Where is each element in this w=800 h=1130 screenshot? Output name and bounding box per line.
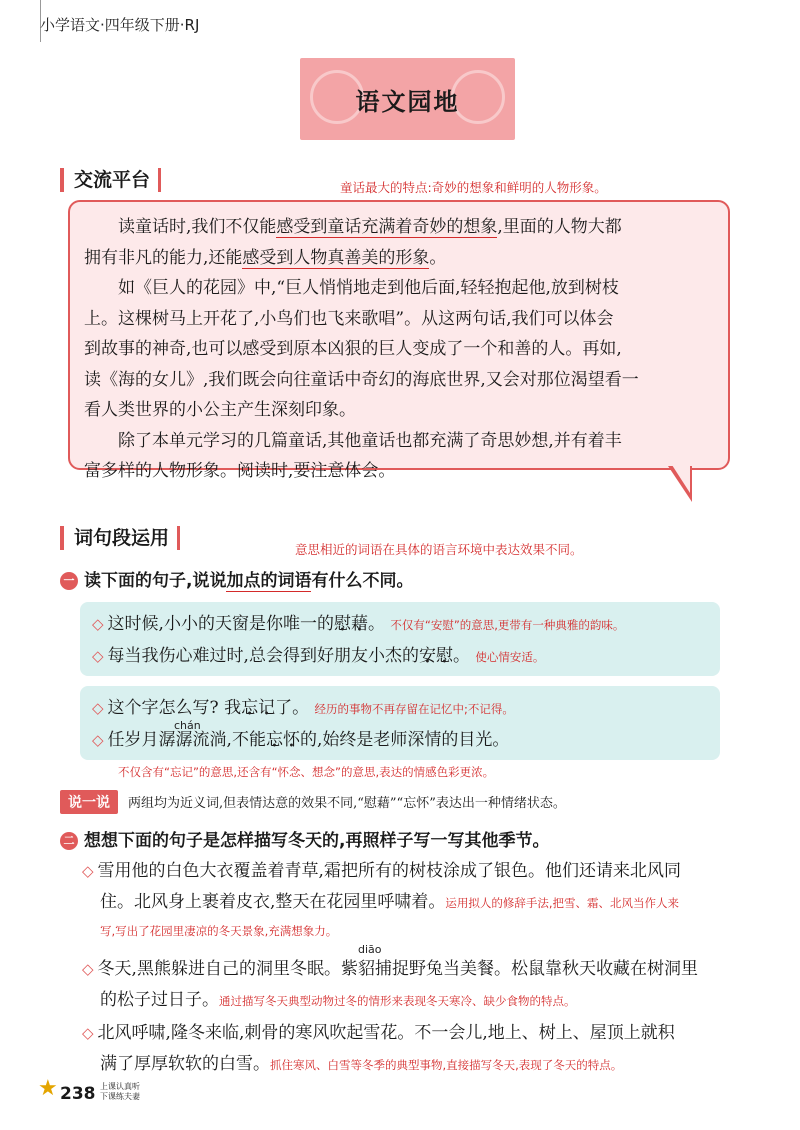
paragraph: 除了本单元学习的几篇童话,其他童话也都充满了奇思妙想,并有着丰 [118,430,622,451]
paragraph: 如《巨人的花园》中,“巨人悄悄地走到他后面,轻轻抱起他,放到树枝 [118,278,619,298]
discuss-text: 两组均为近义词,但表情达意的效果不同,“慰藉”“忘怀”表达出一种情绪状态。 [128,796,566,811]
diamond-icon: ◇ [82,1024,94,1042]
example-1: ◇ 雪用他的白色大衣覆盖着青草,霜把所有的树枝涂成了银色。他们还请来北风同 住。北风身上裹着皮衣,整天在花园里呼啸着。运用拟人的修辞手法,把雪、霜、北风当作人来 写,写出了花园里凄凉的冬天景象,充满想象力。 [82,861,681,938]
page-header: 小学语文·四年级下册·RJ [40,16,200,34]
sentence-row: ◇ 这时候,小小的天窗是你唯一的慰藉。 不仅有“安慰”的意思,更带有一种典雅的韵味。 [92,614,625,634]
sentence-box-1 [80,602,720,676]
paragraph: 富多样的人物形象。阅读时,要注意体会。 [84,461,396,481]
question-2: 二 想想下面的句子是怎样描写冬天的,再照样子写一写其他季节。 [60,826,549,851]
exchange-bubble [68,200,730,481]
section-title-words: 词句段运用 [60,526,180,550]
diamond-icon: ◇ [92,731,104,749]
annotation-note: 意思相近的词语在具体的语言环境中表达效果不同。 [295,542,583,557]
diamond-icon: ◇ [82,960,94,978]
section-banner [300,58,515,140]
sentence-row: chán ◇ 任岁月潺潺流淌,不能忘怀的,始终是老师深情的目光。 [92,724,708,756]
paragraph: 读童话时,我们不仅能感受到童话充满着奇妙的想象,里面的人物大都 [118,217,622,237]
pinyin: chán [174,719,201,732]
sentence-box-2 [80,686,720,760]
diamond-icon: ◇ [92,647,104,665]
question-number-icon: 二 [60,832,78,850]
example-2: ◇ 冬天,黑熊躲进自己的洞里冬眠。紫貂捕捉野兔当美餐。松鼠靠秋天收藏在树洞里 的松子过日子。通过描写冬天典型动物过冬的情形来表现冬天寒冷、缺少食物的特点。 [82,959,698,1010]
mascot-icon: ★ [38,1076,58,1101]
paragraph: 拥有非凡的能力,还能感受到人物真善美的形象。 [84,247,447,268]
paragraph: 到故事的神奇,也可以感受到原本凶狠的巨人变成了一个和善的人。再如, [84,339,622,359]
discuss-label: 说一说 [60,790,118,814]
question-1: 一 读下面的句子,说说加点的词语有什么不同。 [60,566,413,591]
question-number-icon: 一 [60,572,78,590]
sentence-row: ◇ 这个字怎么写? 我忘记了。 经历的事物不再存留在记忆中;不记得。 [92,698,514,718]
paragraph: 上。这棵树马上开花了,小鸟们也飞来歌唱”。从这两句话,我们可以体会 [84,308,614,329]
sentence-row: ◇ 每当我伤心难过时,总会得到好朋友小杰的安慰。 使心情安适。 [92,646,545,666]
pinyin: diāo [358,943,382,956]
annotation-note: 童话最大的特点:奇妙的想象和鲜明的人物形象。 [340,180,607,195]
paragraph: 看人类世界的小公主产生深刻印象。 [84,400,356,420]
page-number: 238 [60,1084,96,1104]
footer-slogan: 上课认真听 下课练夫妻 [100,1082,140,1101]
banner-title: 语文园地 [355,87,460,116]
diamond-icon: ◇ [92,699,104,717]
example-3: ◇ 北风呼啸,隆冬来临,刺骨的寒风吹起雪花。不一会儿,地上、树上、屋顶上就积 满了厚厚软软的白雪。抓住寒风、白雪等冬季的典型事物,直接描写冬天,表现了冬天的特点。 [82,1023,675,1074]
paragraph: 读《海的女儿》,我们既会向往童话中奇幻的海底世界,又会对那位渴望看一 [84,369,639,390]
diamond-icon: ◇ [82,862,94,880]
section-title-exchange: 交流平台 [60,168,161,192]
annotation-note: 不仅含有“忘记”的意思,还含有“怀念、想念”的意思,表达的情感色彩更浓。 [118,765,495,779]
diamond-icon: ◇ [92,615,104,633]
bubble-tail-fill [672,465,690,493]
